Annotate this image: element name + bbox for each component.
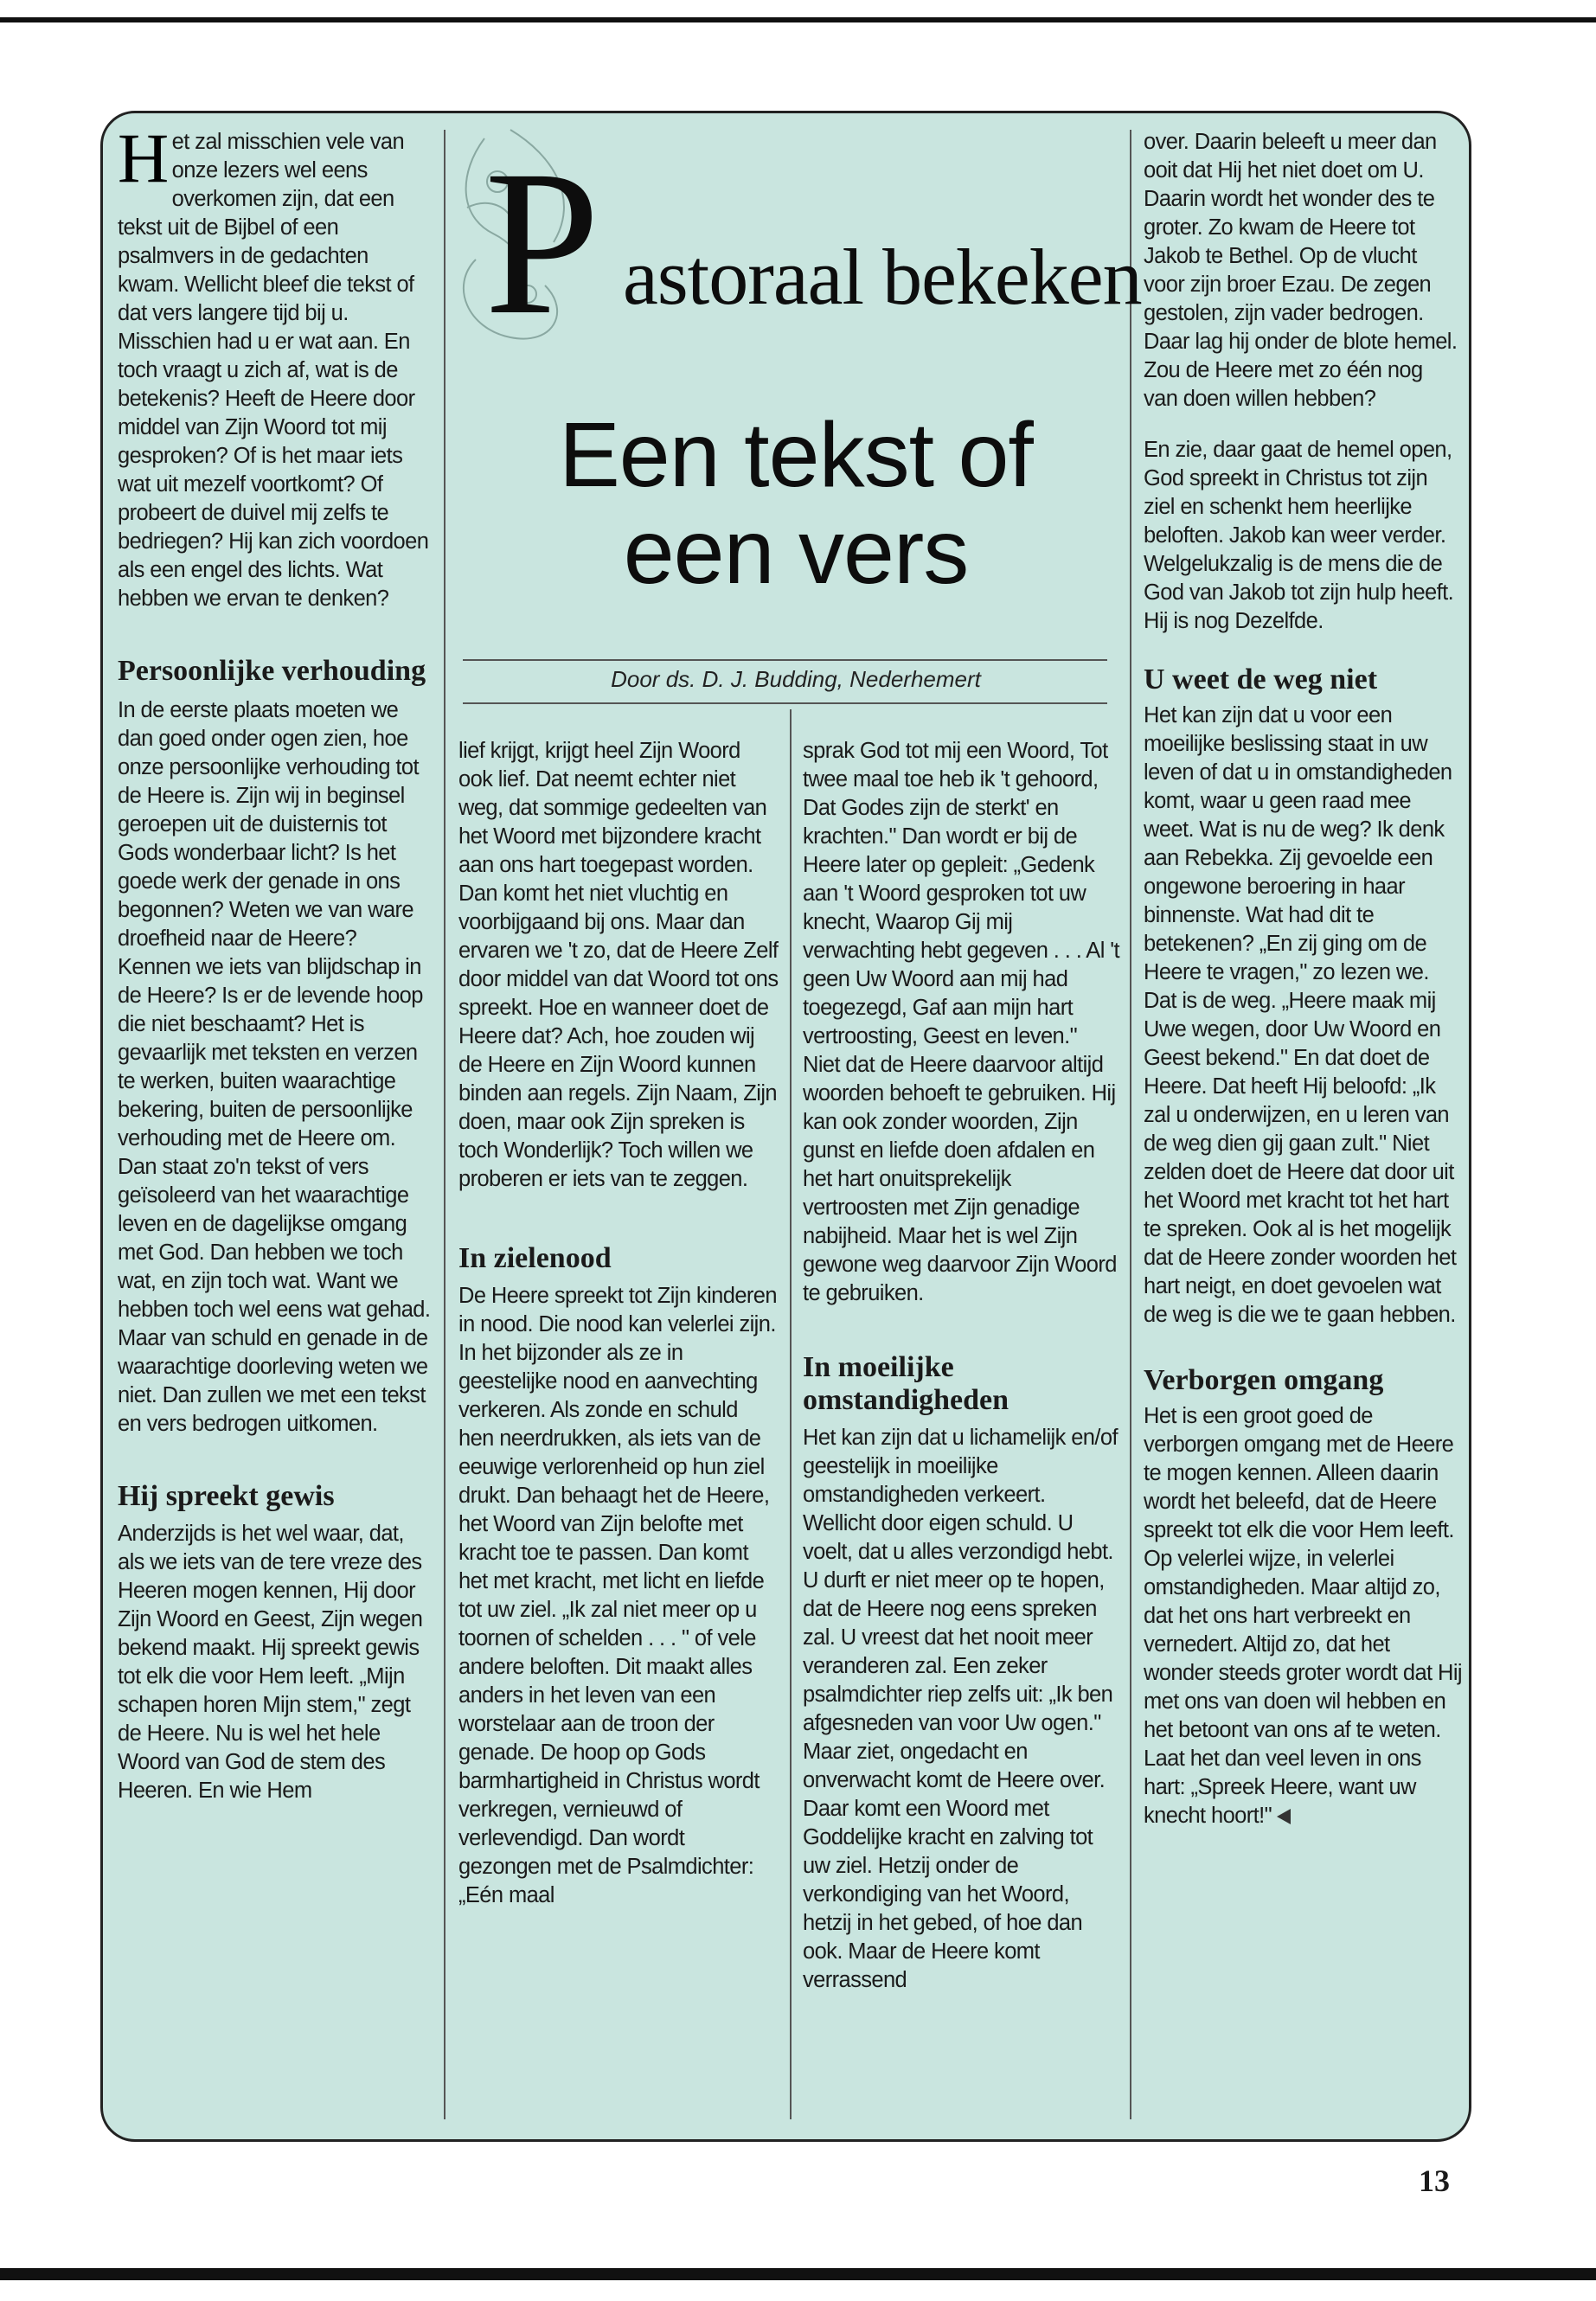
paragraph: Het kan zijn dat u voor een moeilijke beslissing staat in uw leven of dat u in omstandigheden komt, waar u geen raad mee weet. Wat is nu de weg? Ik denk aan Rebekka. Zij gevoelde een ongewone beroering in haar binnenste. Wat had dit te betekenen? „En zij ging om de Heere te vragen," zo lezen we. Dat is de weg. „Heere maak mij Uwe wegen, door Uw Woord en Geest bekend." En dat doet de Heere. Dat heeft Hij beloofd: „Ik zal u onderwijzen, en u leren van de weg dien gij gaan zult." Niet zelden doet de Heere dat door uit het Woord met kracht tot het hart te spreken. Ook al is het mogelijk dat de Heere zonder woorden het hart neigt, en doet gevoelen wat de weg is die we te gaan hebben. (1144, 703, 1457, 1327)
page-number: 13 (1419, 2163, 1450, 2198)
author-byline: Door ds. D. J. Budding, Nederhemert (611, 666, 981, 692)
paragraph: De Heere spreekt tot Zijn kinderen in nood. Die nood kan velerlei zijn. In het bijzonder als ze in geestelijke nood en aanvechting verkeren. Als zonde en schuld hen neerdrukken, als iets van de eeuwige verlorenheid op hun ziel drukt. Dan behaagt het de Heere, het Woord van Zijn belofte met kracht toe te passen. Dan komt het met kracht, met licht en liefde tot uw ziel. „Ik zal niet meer op u toornen of schelden . . . " of vele andere beloften. Dit maakt alles anders in het leven van een worstelaar aan de troon der genade. De hoop op Gods barmhartigheid in Christus wordt verkregen, vernieuwd of verlevendigd. Dan wordt gezongen met de Psalmdichter: „Eén maal (458, 1284, 777, 1907)
column-1 (118, 119, 431, 1805)
column-2 (458, 737, 779, 1910)
byline-rule-top (463, 659, 1107, 661)
paragraph (1144, 1402, 1462, 1830)
intro-paragraph (118, 119, 431, 613)
byline-rule-bottom (463, 702, 1107, 704)
column-4 (1144, 128, 1462, 1830)
intro-text: et zal misschien vele van onze lezers wel eens overkomen zijn, dat een tekst uit de Bijbel of een psalmvers in de gedachten kwam. Wellicht bleef die tekst of dat vers langere tijd bij u. Misschien had u er wat aan. En toch vraagt u zich af, wat is de betekenis? Heeft de Heere door middel van Zijn Woord tot mij gesproken? Of is het maar iets wat uit mezelf voortkomt? Of probeert de duivel mij zelfs te bedriegen? Hij kan zich voordoen als een engel des lichts. Wat hebben we ervan te denken? (118, 130, 429, 611)
top-border-line (0, 17, 1596, 22)
end-mark-icon (1277, 1809, 1291, 1824)
article-title-line-1: Een tekst of (559, 404, 1033, 506)
column-divider-2 (1130, 130, 1131, 2119)
heading-u-weet-de-weg-niet: U weet de weg niet (1144, 663, 1378, 695)
paragraph: Het kan zijn dat u lichamelijk en/of geestelijk in moeilijke omstandigheden verkeert. Wellicht door eigen schuld. U voelt, dat u alles verzondigd hebt. U durft er niet meer op te hopen, dat de Heere nog eens spreken zal. U vreest dat het nooit meer veranderen zal. Een zeker psalmdichter riep zelfs uit: „Ik ben afgesneden van voor Uw ogen." Maar ziet, ongedacht en onverwacht komt de Heere over. Daar komt een Woord met Goddelijke kracht en zalving tot uw ziel. Hetzij onder de verkondiging van het Woord, hetzij in het gebed, of hoe dan ook. Maar de Heere komt verrassend (803, 1426, 1118, 1992)
column-divider-1 (444, 130, 445, 2119)
bottom-border-line (0, 2268, 1596, 2280)
paragraph: Anderzijds is het wel waar, dat, als we iets van de tere vreze des Heeren mogen kennen, Hij door Zijn Woord en Geest, Zijn wegen bekend maakt. Hij spreekt gewis tot elk die voor Hem leeft. „Mijn schapen horen Mijn stem," zegt de Heere. Nu is wel het hele Woord van God de stem des Heeren. En wie Hem (118, 1522, 423, 1803)
heading-verborgen-omgang: Verborgen omgang (1144, 1364, 1384, 1396)
paragraph: lief krijgt, krijgt heel Zijn Woord ook lief. Dat neemt echter niet weg, dat sommige gedeelten van het Woord met bijzondere kracht aan ons hart toegepast worden. Dan komt het niet vluchtig en voorbijgaand bij ons. Maar dan ervaren we 't zo, dat de Heere Zelf door middel van dat Woord tot ons spreekt. Hoe en wanneer doet de Heere dat? Ach, hoe zouden wij de Heere en Zijn Woord kunnen binden aan regels. Zijn Naam, Zijn doen, maar ook Zijn spreken is toch Wonderlijk? Toch willen we proberen er iets van te zeggen. (458, 739, 779, 1191)
column-divider-3 (790, 709, 792, 2119)
heading-in-moeilijke-omstandigheden: In moeilijke omstandigheden (803, 1351, 1010, 1416)
paragraph: In de eerste plaats moeten we dan goed onder ogen zien, hoe onze persoonlijke verhouding tot de Heere is. Zijn wij in beginsel geroepen uit de duisternis tot Gods wonderbaar licht? Is het goede werk der genade in ons begonnen? Weten we van ware droefheid naar de Heere? Kennen we iets van blijdschap in de Heere? Is er de levende hoop die niet beschaamt? Het is gevaarlijk met teksten en verzen te werken, buiten waarachtige bekering, buiten de persoonlijke verhouding met de Heere om. Dan staat zo'n tekst of vers geïsoleerd van het waarachtige leven en de dagelijkse omgang met God. Dan hebben we toch wat, en zijn toch wat. Want we hebben toch wel eens wat gehad. Maar van schuld en genade in de waarachtige doorleving weten we niet. Dan zullen we met een tekst en vers bedrogen uitkomen. (118, 698, 431, 1436)
paragraph: over. Daarin beleeft u meer dan ooit dat Hij het niet doet om U. Daarin wordt het wonder des te groter. Zo kwam de Heere tot Jakob te Bethel. Op de vlucht voor zijn broer Ezau. De zegen gestolen, zijn vader bedrogen. Daar lag hij onder de blote hemel. Zou de Heere met zo één nog van doen willen hebben? (1144, 130, 1458, 411)
heading-persoonlijke-verhouding: Persoonlijke verhouding (118, 655, 426, 687)
paragraph: sprak God tot mij een Woord, Tot twee maal toe heb ik 't gehoord, Dat Godes zijn de sterkt' en krachten." Dan wordt er bij de Heere later op gepleit: „Gedenk aan 't Woord gesproken tot uw knecht, Waarop Gij mij verwachting hebt gegeven . . . Al 't geen Uw Woord aan mij had toegezegd, Gaf aan mijn hart vertroosting, Geest en leven." Niet dat de Heere daarvoor altijd woorden behoeft te gebruiken. Hij kan ook zonder woorden, Zijn gunst en liefde doen afdalen en het hart onuitsprekelijk vertroosten met Zijn genadige nabijheid. Maar het is wel Zijn gewone weg daarvoor Zijn Woord te gebruiken. (803, 739, 1120, 1305)
section-title: astoraal bekeken (623, 233, 1142, 321)
column-3 (803, 737, 1119, 1995)
heading-hij-spreekt-gewis: Hij spreekt gewis (118, 1480, 335, 1512)
closing-text: Het is een groot goed de verborgen omgang met de Heere te mogen kennen. Alleen daarin wordt het beleefd, dat de Heere spreekt tot elk die voor Hem leeft. Op velerlei wijze, in velerlei omstandigheden. Maar altijd zo, dat het ons hart verbreekt en vernedert. Altijd zo, dat het wonder steeds groter wordt dat Hij met ons van doen wil hebben en het betoont van ons af te weten. Laat het dan veel leven in ons hart: „Spreek Heere, want uw knecht hoort!" (1144, 1404, 1462, 1828)
article-title-line-2: een vers (623, 501, 969, 603)
intro-drop-cap: H (118, 119, 169, 197)
paragraph: En zie, daar gaat de hemel open, God spreekt in Christus tot zijn ziel en schenkt hem heerlijke beloften. Jakob kan weer verder. Welgelukzalig is de mens die de God van Jakob tot zijn hulp heeft. Hij is nog Dezelfde. (1144, 438, 1454, 633)
heading-in-zielenood: In zielenood (458, 1242, 612, 1274)
title-initial: P (484, 127, 600, 357)
article-title (467, 404, 1125, 603)
